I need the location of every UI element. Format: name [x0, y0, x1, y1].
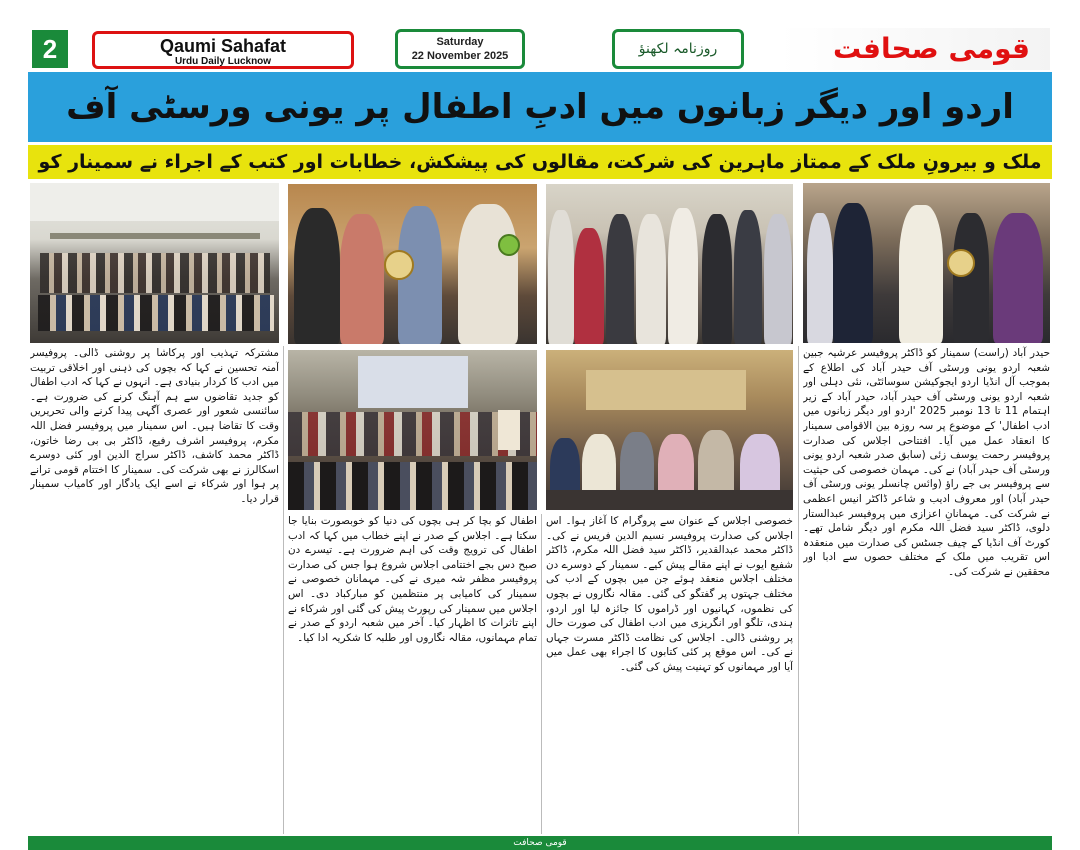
main-headline: اردو اور دیگر زبانوں میں ادبِ اطفال پر یونی ورسٹی آف [28, 72, 1052, 142]
sub-headline: ملک و بیرونِ ملک کے ممتاز ماہرین کی شرکت، مقالوں کی پیشکش، خطابات اور کتب کے اجراء نے سمینار کو [28, 145, 1052, 179]
photo-panel [546, 350, 793, 510]
column-divider [798, 346, 799, 834]
photo-felicitation [803, 183, 1050, 343]
column-divider [541, 514, 542, 834]
page-number: 2 [32, 30, 68, 68]
english-paper-name: Qaumi Sahafat [159, 36, 287, 56]
photo-award-presentation [288, 184, 537, 344]
article-column-4: مشترکہ تہذیب اور پرکاشا پر روشنی ڈالی۔ پروفیسر آمنہ تحسین نے کہا کہ بچوں کی ذہنی اور اخلاقی تربیت میں ادب کا کردار بنیادی ہے۔ انہوں نے کہا کہ ادب اطفال کو جدید تقاضوں سے ہم آہنگ کرنے کی ضرورت ہے۔ سائنسی شعور اور عصری آگہی پیدا کرنے والی تحریریں وقت کا تقاضا ہیں۔ اس سمینار میں پروفیسر فضل اللہ مکرم، پروفیسر اشرف رفیع، ڈاکٹر بی بی رضا خاتون، ڈاکٹر محمد کاشف، ڈاکٹر سراج الدین اور کئی دوسرے اسکالرز نے بھی شرکت کی۔ سمینار کا اختتام قومی ترانے پر ہوا اور شرکاء نے اسے ایک یادگار اور کامیاب سمینار قرار دیا۔ [30, 347, 279, 505]
photo-audience [30, 183, 279, 343]
date-box [395, 29, 525, 69]
article-column-2: خصوصی اجلاس کے عنوان سے پروگرام کا آغاز ہوا۔ اس اجلاس کی صدارت پروفیسر نسیم الدین فریس نے کی۔ ڈاکٹر محمد عبدالقدیر، ڈاکٹر سید فضل اللہ مکرم، ڈاکٹر شفیع ایوب نے اپنے مقالے پیش کیے۔ سمینار کے دوسرے دن مختلف اجلاس منعقد ہوئے جن میں بچوں کے ادب کی مختلف جہتوں پر گفتگو کی گئی۔ مقالہ نگاروں نے بچوں کی نظموں، کہانیوں اور ڈراموں کا جائزہ لیا اور اردو، ہندی، تلگو اور انگریزی میں ادب اطفال کی صورت حال پر روشنی ڈالی۔ اجلاس کی نظامت ڈاکٹر مسرت جہاں نے کی۔ اس موقع پر کئی کتابوں کا اجراء بھی عمل میں آیا اور مہمانوں کو تہنیت پیش کی گئی۔ [546, 515, 793, 673]
urdu-paper-logo: قومی صحافت [780, 28, 1050, 70]
issue-date: 22 November 2025 [411, 50, 509, 62]
photo-stage-session [288, 350, 537, 510]
article-column-3: اطفال کو بچا کر ہی بچوں کی دنیا کو خوبصورت بنایا جا سکتا ہے۔ اجلاس کے صدر نے اپنے خطاب میں کہا کہ ادب اطفال کی ترویج وقت کی اہم ضرورت ہے۔ تیسرے دن صبح دس بجے اختتامی اجلاس شروع ہوا جس کی صدارت پروفیسر مظفر شہ میری نے کی۔ مہمانان خصوصی نے سمینار کی کامیابی پر منتظمین کو مبارکباد دی۔ اس اجلاس میں سمینار کی رپورٹ پیش کی گئی اور شرکاء نے اپنے تاثرات کا اظہار کیا۔ آخر میں شعبہ اردو کے صدر نے تمام مہمانوں، مقالہ نگاروں اور طلبہ کا شکریہ ادا کیا۔ [288, 515, 537, 644]
rozname-box: روزنامہ لکھنؤ [612, 29, 744, 69]
bottom-strip-text: قومی صحافت [513, 838, 567, 848]
english-masthead [92, 31, 354, 69]
photo-dignitaries-group [546, 184, 793, 344]
article-column-1: حیدر آباد (راست) سمینار کو ڈاکٹر پروفیسر عرشیہ جبین شعبہ اردو یونی ورسٹی آف حیدر آباد کی اطلاع کے بموجب آل انڈیا اردو ایجوکیشن سوسائٹی، نئی دہلی اور شعبہ اردو یونی ورسٹی آف حیدر آباد، حیدر آباد کے زیر اہتمام 11 تا 13 نومبر 2025 'اردو اور دیگر زبانوں میں ادب اطفال' کے موضوع پر سہ روزہ بین الاقوامی سمینار کا انعقاد عمل میں آیا۔ افتتاحی اجلاس کی صدارت پروفیسر رحمت یوسف زئی (سابق صدر شعبہ اردو یونی ورسٹی آف حیدر آباد) نے کی۔ مہمان خصوصی کی حیثیت سے پروفیسر بی جے راؤ (وائس چانسلر یونی ورسٹی آف حیدر آباد) اور معروف ادیب و شاعر ڈاکٹر انیس اعظمی نے شرکت کی۔ مہمانانِ اعزازی میں پروفیسر عبدالستار دلوی، ڈاکٹر سید فضل اللہ مکرم اور دیگر شامل تھے۔ کورٹ آف انڈیا کے چیف جسٹس کی صدارت میں منعقدہ اس تقریب میں ملک کے مختلف حصوں سے ادبا اور محققین نے شرکت کی۔ [803, 347, 1050, 578]
column-divider [283, 346, 284, 834]
issue-day: Saturday [436, 36, 484, 48]
bottom-strip [28, 836, 1052, 850]
english-paper-subtitle: Urdu Daily Lucknow [174, 56, 272, 67]
